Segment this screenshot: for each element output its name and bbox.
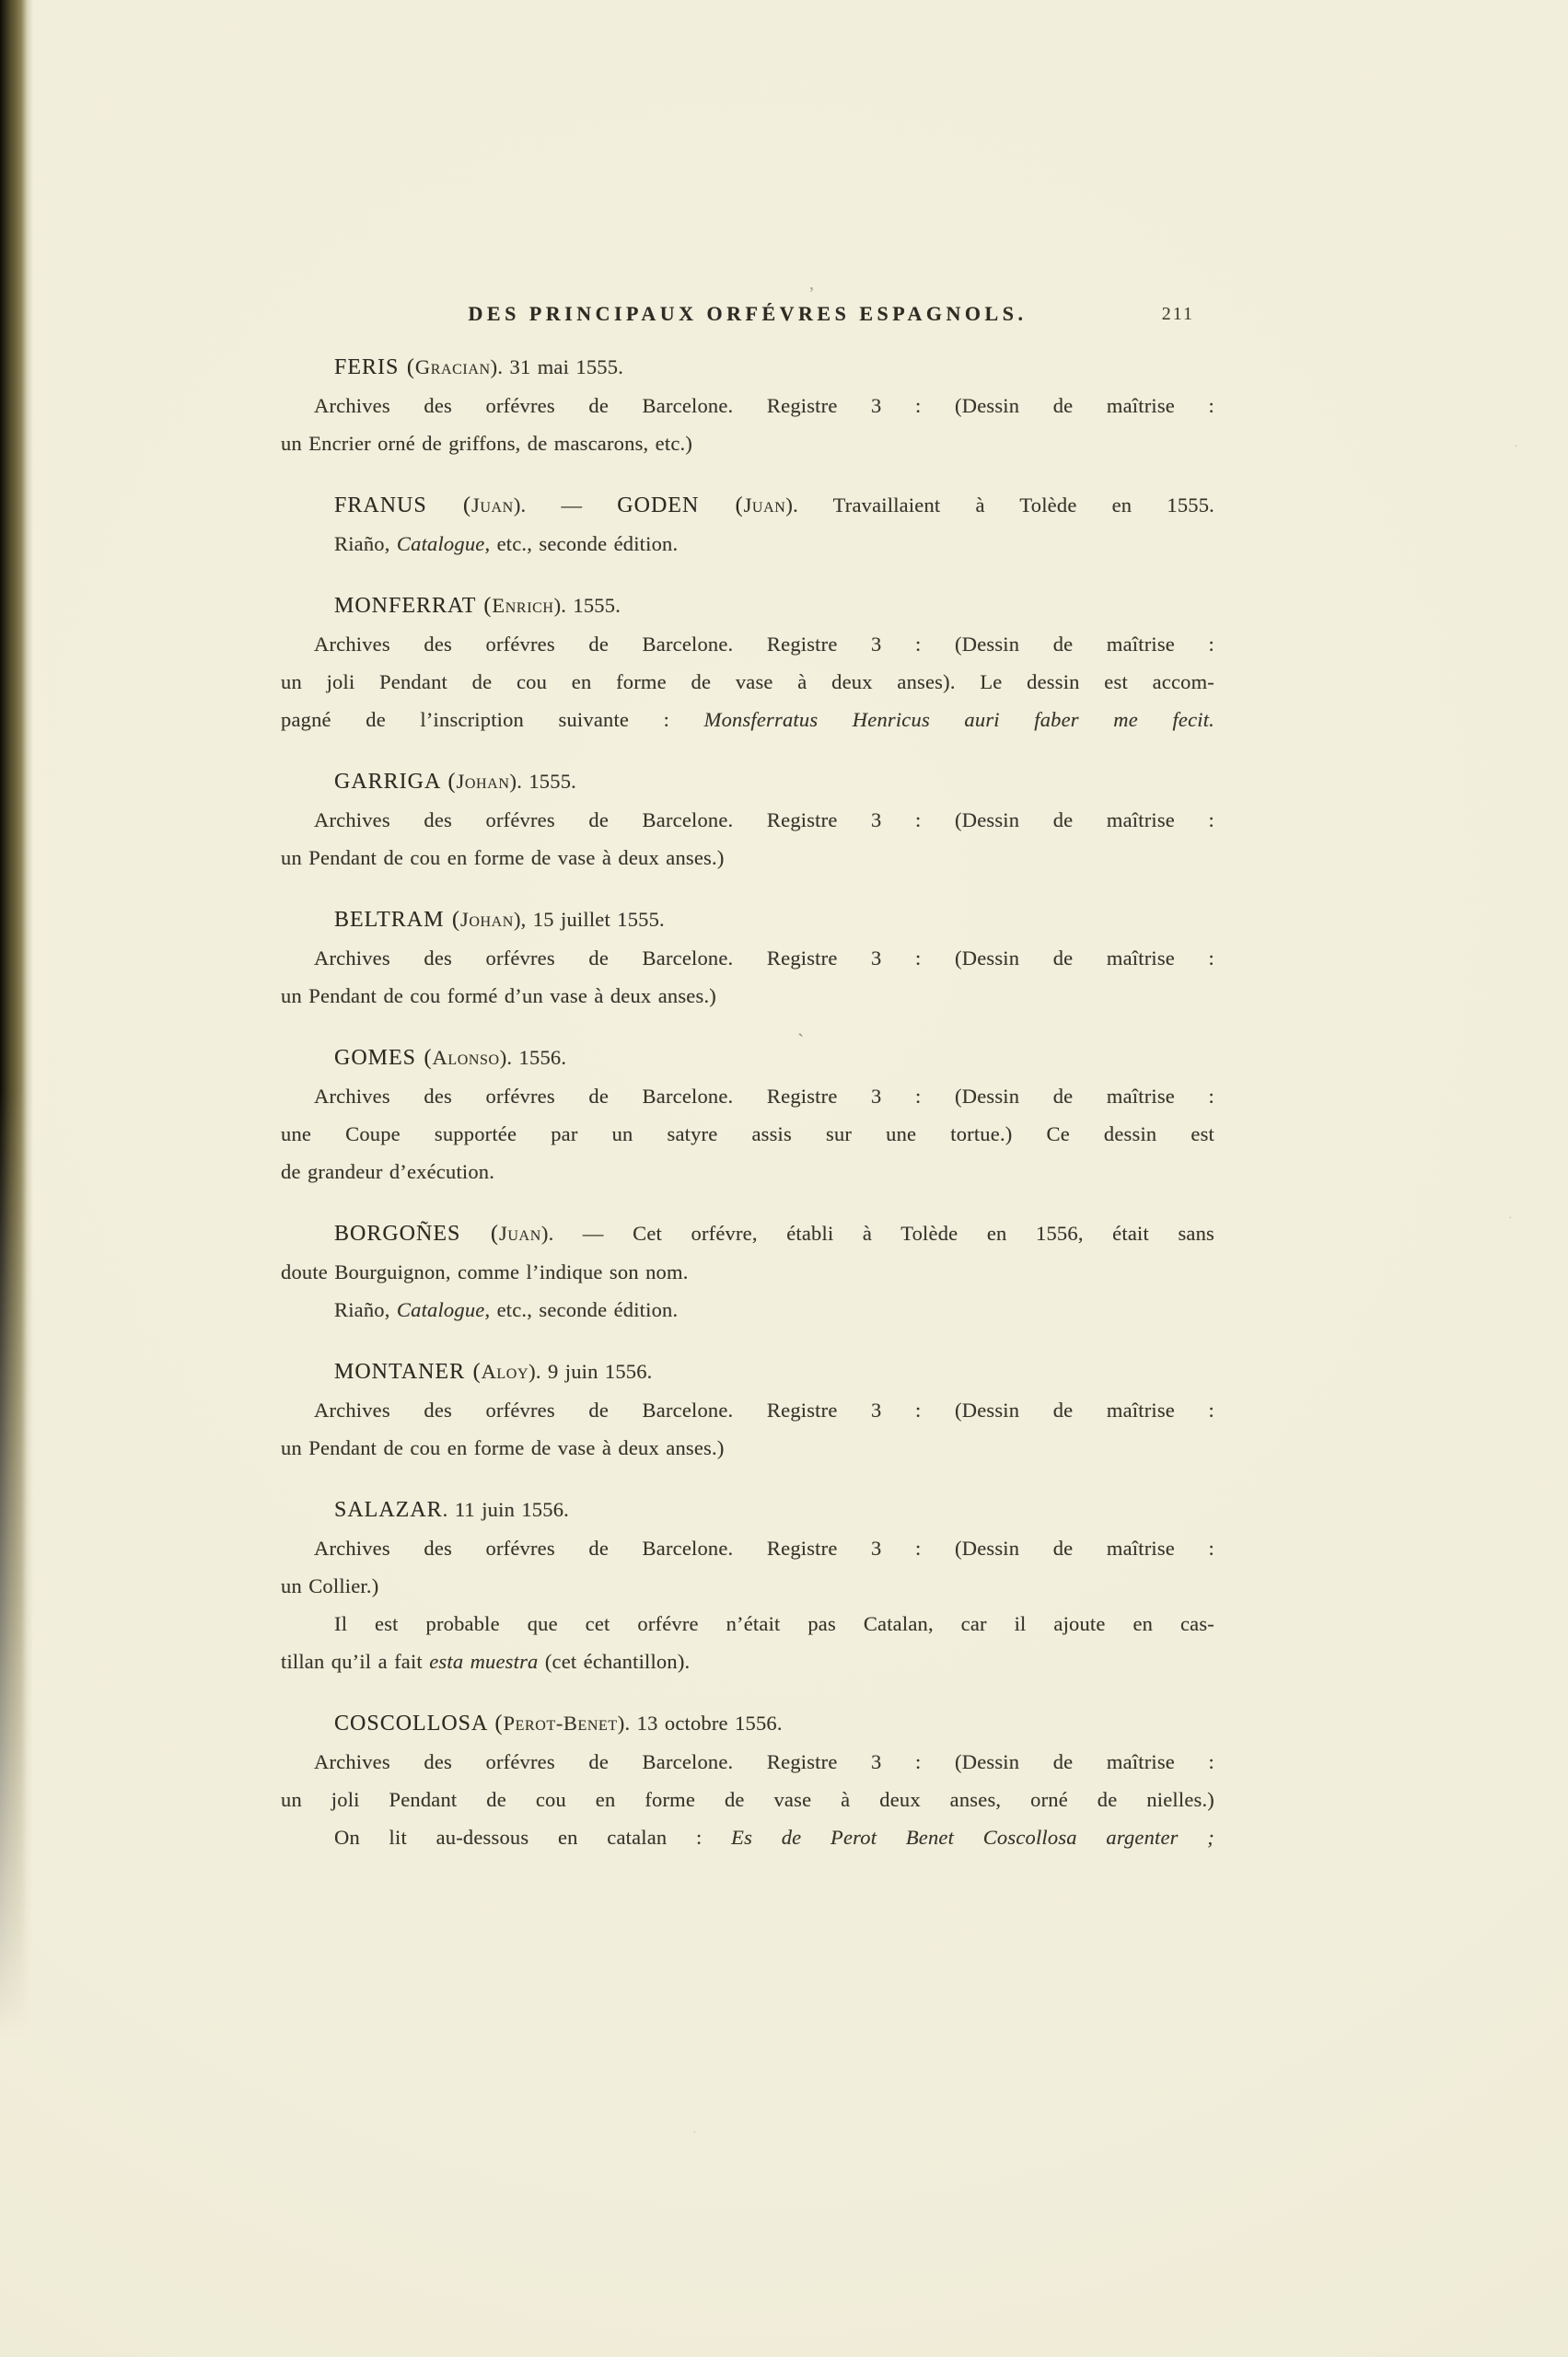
entry <box>281 1353 1214 1467</box>
entry <box>281 900 1214 1015</box>
text-segment: Juan <box>743 493 786 517</box>
entry-heading-line <box>281 1039 1214 1077</box>
entry-heading-line <box>281 586 1214 625</box>
text-segment: On lit au-dessous en catalan : <box>334 1826 732 1849</box>
scan-speck: · <box>692 2125 697 2139</box>
page-title: DES PRINCIPAUX ORFÉVRES ESPAGNOLS. <box>468 302 1028 325</box>
entry-heading-line <box>281 1491 1214 1529</box>
text-segment: doute Bourguignon, comme l’indique son nom. <box>281 1260 689 1283</box>
text-segment: une Coupe supportée par un satyre assis sur une tortue.) Ce dessin est <box>281 1122 1214 1145</box>
text-segment: Gracian <box>414 355 491 378</box>
text-segment: Enrich <box>492 594 554 617</box>
text-segment: , etc., seconde édition. <box>484 1298 679 1321</box>
text-segment: Archives des orfévres de Barcelone. Registre 3 : (Dessin de maîtrise : <box>314 1085 1214 1108</box>
goldsmith-name: SALAZAR <box>334 1498 443 1522</box>
text-segment: Juan <box>499 1222 541 1245</box>
entry-heading-line <box>281 1704 1214 1743</box>
text-segment: Archives des orfévres de Barcelone. Registre 3 : (Dessin de maîtrise : <box>314 1399 1214 1422</box>
text-segment: esta muestra <box>429 1650 539 1673</box>
entry-heading-line <box>281 900 1214 939</box>
entry-heading-line <box>281 486 1214 525</box>
text-segment: ). 1556. <box>499 1046 567 1069</box>
entry-heading-line <box>281 348 1214 387</box>
entry <box>281 1704 1214 1856</box>
goldsmith-name: GOMES ( <box>334 1046 433 1070</box>
text-segment: pagné de l’inscription suivante : <box>281 708 704 731</box>
text-segment: un Pendant de cou en forme de vase à deux anses.) <box>281 846 725 869</box>
entry <box>281 762 1214 877</box>
entry-text-line <box>281 424 1214 462</box>
entry-text-line <box>281 1115 1214 1153</box>
text-segment: ). 1555. <box>553 594 621 617</box>
text-block <box>281 300 1214 1856</box>
scan-speck: · <box>1514 440 1518 454</box>
entry-text-line <box>281 1781 1214 1818</box>
text-segment: Johan <box>459 908 514 931</box>
binding-gutter-shadow <box>0 0 33 2099</box>
goldsmith-name: FERIS ( <box>334 355 415 379</box>
text-segment: . 11 juin 1556. <box>442 1498 569 1521</box>
text-segment: Archives des orfévres de Barcelone. Registre 3 : (Dessin de maîtrise : <box>314 633 1214 656</box>
scan-speck: · <box>1508 1212 1513 1225</box>
entry-text-line <box>281 701 1214 738</box>
text-segment: un Encrier orné de griffons, de mascarons, etc.) <box>281 432 693 455</box>
scan-speck: ’ <box>808 284 815 304</box>
entry-text-line <box>281 1567 1214 1605</box>
text-segment: ). 9 juin 1556. <box>528 1360 653 1383</box>
entry-heading-line <box>281 762 1214 801</box>
entry <box>281 348 1214 462</box>
goldsmith-name: FRANUS ( <box>334 493 471 517</box>
entry-text-line <box>281 1643 1214 1680</box>
entry-text-line <box>281 525 1214 563</box>
text-segment: un Pendant de cou formé d’un vase à deux anses.) <box>281 984 716 1007</box>
entry-heading-line <box>281 1214 1214 1253</box>
text-segment: un Collier.) <box>281 1574 379 1597</box>
text-segment: ). 13 octobre 1556. <box>617 1712 783 1735</box>
text-segment: Archives des orfévres de Barcelone. Registre 3 : (Dessin de maîtrise : <box>314 1750 1214 1773</box>
entry-text-line <box>281 939 1214 977</box>
text-segment: ). — Cet orfévre, établi à Tolède en 1556, était sans <box>540 1222 1214 1245</box>
goldsmith-name: GARRIGA ( <box>334 770 457 794</box>
goldsmith-name: COSCOLLOSA ( <box>334 1712 504 1736</box>
goldsmith-name: MONTANER ( <box>334 1360 482 1384</box>
entry <box>281 586 1214 738</box>
text-segment: Archives des orfévres de Barcelone. Registre 3 : (Dessin de maîtrise : <box>314 946 1214 970</box>
entry-text-line <box>281 1153 1214 1190</box>
entry-text-line <box>281 1818 1214 1856</box>
text-segment: Catalogue <box>396 1298 485 1321</box>
goldsmith-name: BELTRAM ( <box>334 908 460 932</box>
entry-text-line <box>281 1429 1214 1467</box>
entry-text-line <box>281 387 1214 424</box>
text-segment: Catalogue <box>396 532 485 555</box>
text-segment: Archives des orfévres de Barcelone. Registre 3 : (Dessin de maîtrise : <box>314 1537 1214 1560</box>
text-segment: ). — <box>513 493 618 517</box>
entry <box>281 1214 1214 1329</box>
text-segment: Monsferratus Henricus auri faber me fecit. <box>703 708 1214 731</box>
text-segment: Johan <box>456 770 510 793</box>
text-segment: (cet échantillon). <box>538 1650 691 1673</box>
entry-text-line <box>281 1529 1214 1567</box>
text-segment: Aloy <box>481 1360 529 1383</box>
running-header <box>281 300 1214 328</box>
entry-text-line <box>281 1077 1214 1115</box>
text-segment: de grandeur d’exécution. <box>281 1160 495 1183</box>
entry-text-line <box>281 1743 1214 1781</box>
entry-text-line <box>281 1391 1214 1429</box>
text-segment: un Pendant de cou en forme de vase à deux anses.) <box>281 1436 725 1459</box>
scan-speck: ` <box>797 1029 805 1052</box>
text-segment: Alonso <box>432 1046 500 1069</box>
goldsmith-name: GODEN ( <box>617 493 744 517</box>
text-segment: Juan <box>471 493 514 517</box>
text-segment: Riaño, <box>334 532 397 555</box>
entry-text-line <box>281 1605 1214 1643</box>
text-segment: Riaño, <box>334 1298 397 1321</box>
text-segment: ). 31 mai 1555. <box>490 355 624 378</box>
text-segment: ). Travaillaient à Tolède en 1555. <box>785 493 1215 517</box>
text-segment: , etc., seconde édition. <box>484 532 679 555</box>
entry-text-line <box>281 839 1214 877</box>
entry-text-line <box>281 625 1214 663</box>
text-segment: ). 1555. <box>509 770 576 793</box>
entry <box>281 1039 1214 1190</box>
entry-text-line <box>281 663 1214 701</box>
text-segment: Archives des orfévres de Barcelone. Registre 3 : (Dessin de maîtrise : <box>314 394 1214 417</box>
text-segment: un joli Pendant de cou en forme de vase à deux anses, orné de nielles.) <box>281 1788 1214 1811</box>
entry <box>281 1491 1214 1680</box>
entry <box>281 486 1214 563</box>
text-segment: Il est probable que cet orfévre n’était pas Catalan, car il ajoute en cas- <box>334 1612 1214 1635</box>
text-segment: Archives des orfévres de Barcelone. Registre 3 : (Dessin de maîtrise : <box>314 808 1214 831</box>
goldsmith-name: MONFERRAT ( <box>334 594 493 618</box>
text-segment: ), 15 juillet 1555. <box>513 908 665 931</box>
entry-text-line <box>281 1253 1214 1291</box>
text-segment: Es de Perot Benet Coscollosa argenter ; <box>731 1826 1214 1849</box>
entry-text-line <box>281 1291 1214 1329</box>
text-segment: Perot-Benet <box>503 1712 618 1735</box>
page-number: 211 <box>1161 304 1194 324</box>
entry-text-line <box>281 801 1214 839</box>
text-segment: un joli Pendant de cou en forme de vase à deux anses). Le dessin est accom- <box>281 670 1214 693</box>
entry-heading-line <box>281 1353 1214 1391</box>
entry-text-line <box>281 977 1214 1015</box>
entries <box>281 348 1214 1856</box>
goldsmith-name: BORGOÑES ( <box>334 1222 500 1246</box>
text-segment: tillan qu’il a fait <box>281 1650 430 1673</box>
